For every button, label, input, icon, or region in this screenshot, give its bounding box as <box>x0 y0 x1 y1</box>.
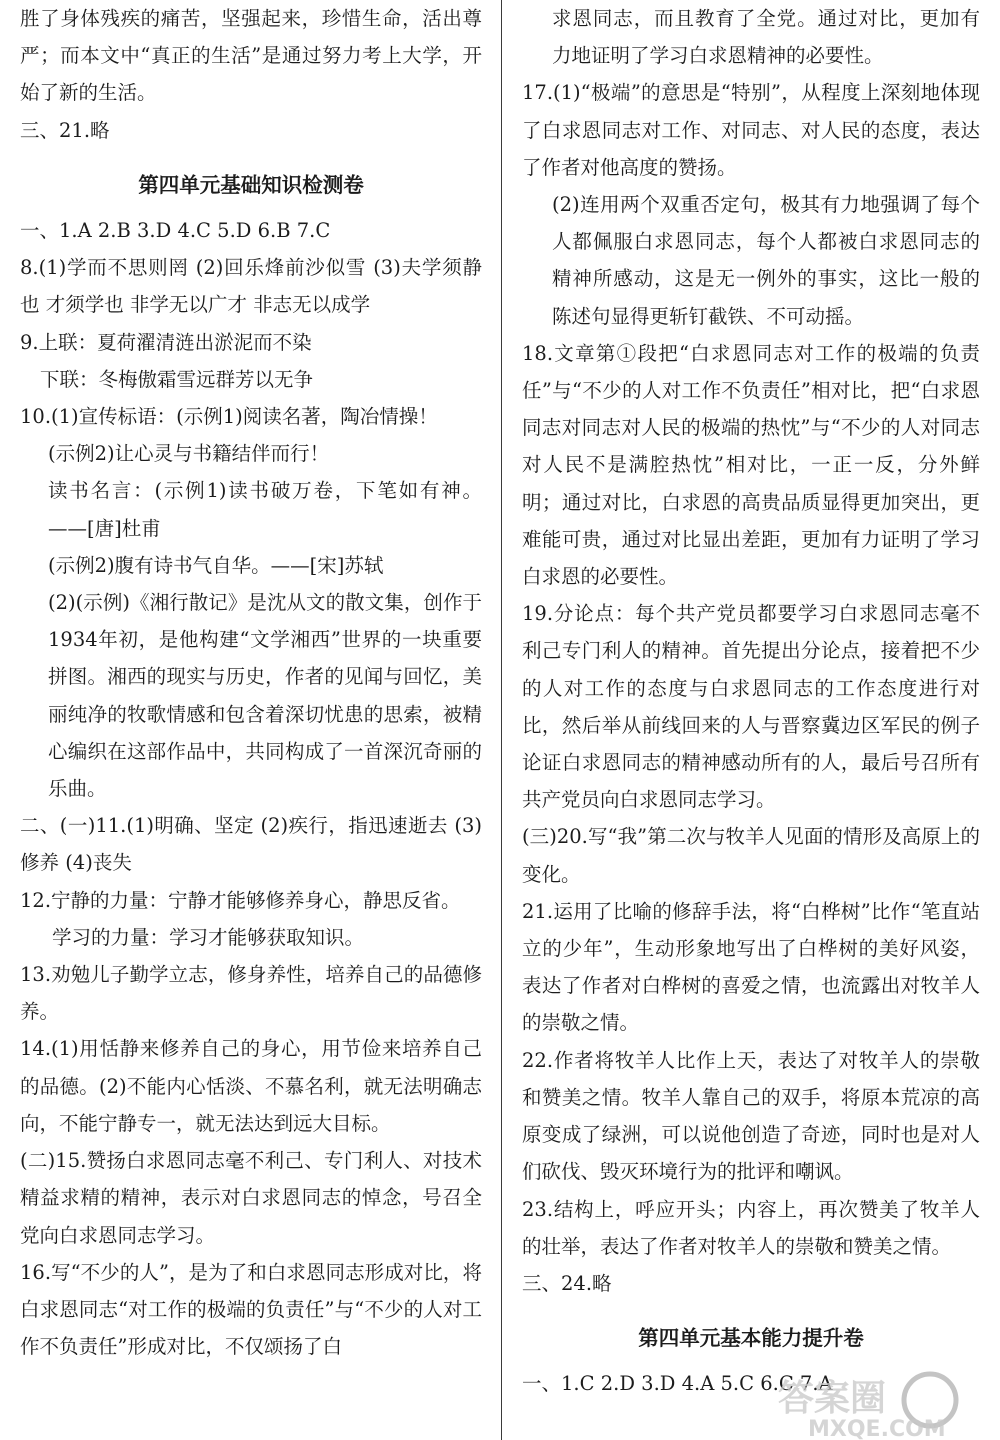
answer-paragraph: 9.上联：夏荷濯清涟出淤泥而不染 <box>20 330 312 354</box>
answer-paragraph: 二、(一)11.(1)明确、坚定 (2)疾行，指迅速逝去 (3)修养 (4)丧失 <box>20 814 482 875</box>
answer-paragraph: (2)连用两个双重否定句，极其有力地强调了每个人都佩服白求恩同志，每个人都被白求恩同志的精神所感动，这是无一例外的事实，这比一般的陈述句显得更斩钉截铁、不可动摇。 <box>552 193 980 328</box>
answer-paragraph: 读书名言：(示例1)读书破万卷，下笔如有神。——[唐]杜甫 <box>48 479 482 540</box>
section-title: 第四单元基本能力提升卷 <box>638 1326 864 1351</box>
watermark-url: MXQE.COM <box>808 1417 946 1440</box>
answer-paragraph: 22.作者将牧羊人比作上天，表达了对牧羊人的崇敬和赞美之情。牧羊人靠自己的双手，将原本荒凉的高原变成了绿洲，可以说他创造了奇迹，同时也是对人们砍伐、毁灭环境行为的批评和嘲讽。 <box>522 1048 980 1184</box>
answer-paragraph: 14.(1)用恬静来修养自己的身心，用节俭来培养自己的品德。(2)不能内心恬淡、不慕名利，就无法明确志向，不能宁静专一，就无法达到远大目标。 <box>20 1037 482 1135</box>
answer-paragraph: 学习的力量：学习才能够获取知识。 <box>52 925 365 949</box>
answer-paragraph: (示例2)让心灵与书籍结伴而行！ <box>48 442 330 466</box>
answer-paragraph: 一、1.C 2.D 3.D 4.A 5.C 6.C 7.A <box>522 1372 833 1396</box>
answer-paragraph: 10.(1)宣传标语：(示例1)阅读名著，陶冶情操！ <box>20 405 438 429</box>
right-column <box>522 0 980 1403</box>
answer-paragraph: (二)15.赞扬白求恩同志毫不利己、专门利人、对技术精益求精的精神，表示对白求恩同志的悼念，号召全党向白求恩同志学习。 <box>20 1149 482 1247</box>
answer-paragraph: (示例2)腹有诗书气自华。——[宋]苏轼 <box>48 553 384 577</box>
answer-paragraph: 23.结构上，呼应开头；内容上，再次赞美了牧羊人的壮举，表达了作者对牧羊人的崇敬和赞美之情。 <box>522 1197 980 1258</box>
column-divider <box>501 0 502 1440</box>
watermark-text: 答案圈 <box>778 1378 887 1419</box>
section-title: 第四单元基础知识检测卷 <box>138 172 364 197</box>
answer-paragraph: 8.(1)学而不思则罔 (2)回乐烽前沙似雪 (3)夫学须静也 才须学也 非学无以广才 非志无以成学 <box>20 256 482 317</box>
answer-paragraph: 三、21.略 <box>20 118 110 142</box>
answer-paragraph: 求恩同志，而且教育了全党。通过对比，更加有力地证明了学习白求恩精神的必要性。 <box>552 7 980 68</box>
answer-paragraph: 13.劝勉儿子勤学立志，修身养性，培养自己的品德修养。 <box>20 963 482 1024</box>
answer-paragraph: (三)20.写“我”第二次与牧羊人见面的情形及高原上的变化。 <box>522 825 980 886</box>
answer-paragraph: 18.文章第①段把“白求恩同志对工作的极端的负责任”与“不少的人对工作不负责任”相对比，把“白求恩同志对同志对人民的极端的热忱”与“不少的人对同志对人民不是满腔热忱”相对比，一正一反，分外鲜明；通过对比，白求恩的高贵品质显得更加突出，更难能可贵，通过对比显出差距，更加有力证明了学习白求恩的必要性。 <box>522 341 980 589</box>
answer-paragraph: (2)(示例)《湘行散记》是沈从文的散文集，创作于1934年初，是他构建“文学湘西”世界的一块重要拼图。湘西的现实与历史，作者的见闻与回忆，美丽纯净的牧歌情感和包含着深切忧患的思索，被精心编织在这部作品中，共同构成了一首深沉奇丽的乐曲。 <box>48 591 482 801</box>
left-column <box>20 0 482 1365</box>
answer-paragraph: 16.写“不少的人”，是为了和白求恩同志形成对比，将白求恩同志“对工作的极端的负责任”与“不少的人对工作不负责任”形成对比，不仅颂扬了白 <box>20 1260 482 1359</box>
answer-paragraph: 19.分论点：每个共产党员都要学习白求恩同志毫不利己专门利人的精神。首先提出分论点，接着把不少的人对工作的态度与白求恩同志的工作态度进行对比，然后举从前线回来的人与晋察冀边区军民的例子论证白求恩同志的精神感动所有的人，最后号召所有共产党员向白求恩同志学习。 <box>522 602 980 812</box>
answer-paragraph: 17.(1)“极端”的意思是“特别”，从程度上深刻地体现了白求恩同志对工作、对同志、对人民的态度，表达了作者对他高度的赞扬。 <box>522 81 980 179</box>
answer-paragraph: 下联：冬梅傲霜雪远群芳以无争 <box>40 367 314 391</box>
answer-paragraph: 21.运用了比喻的修辞手法，将“白桦树”比作“笔直站立的少年”，生动形象地写出了白桦树的美好风姿，表达了作者对白桦树的喜爱之情，也流露出对牧羊人的崇敬之情。 <box>522 899 980 1035</box>
watermark-logo <box>680 1358 980 1440</box>
answer-paragraph: 胜了身体残疾的痛苦，坚强起来，珍惜生命，活出尊严；而本文中“真正的生活”是通过努力考上大学，开始了新的生活。 <box>20 7 482 105</box>
answer-paragraph: 一、1.A 2.B 3.D 4.C 5.D 6.B 7.C <box>20 219 331 243</box>
answer-paragraph: 12.宁静的力量：宁静才能够修养身心，静思反省。 <box>20 888 461 912</box>
answer-paragraph: 三、24.略 <box>522 1271 612 1295</box>
